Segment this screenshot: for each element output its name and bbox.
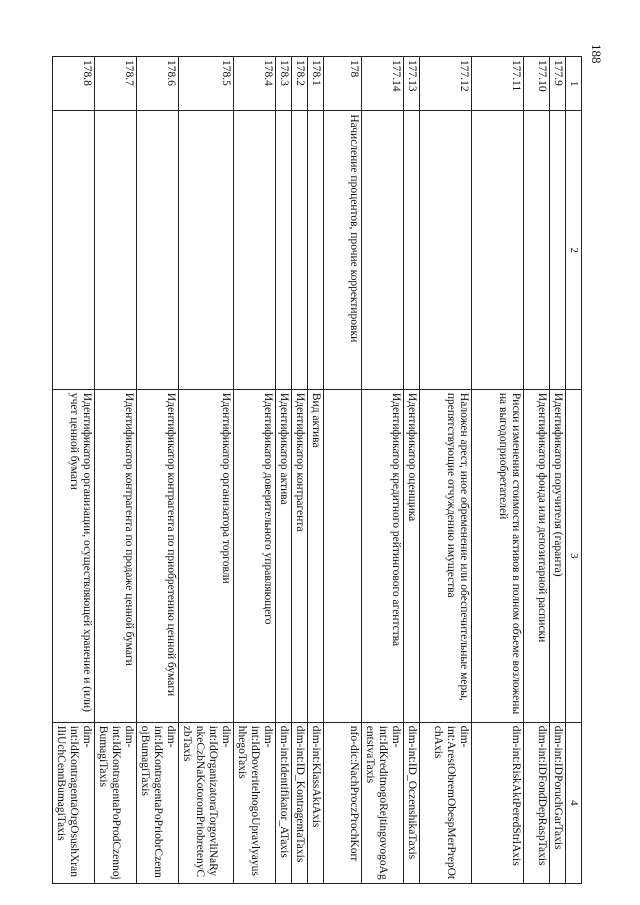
row-group-cell [472, 111, 524, 390]
row-taxonomy-cell: dim-int:IDFondDepRaspTaxis [524, 722, 550, 883]
document-table-wrapper [55, 56, 582, 884]
table-row [308, 57, 324, 884]
row-group-cell [362, 111, 404, 390]
row-number-cell: 178.4 [234, 57, 276, 111]
taxonomy-table [52, 56, 582, 884]
table-row [179, 57, 234, 884]
row-group-cell [276, 111, 292, 390]
table-row [53, 57, 95, 884]
row-description-cell: Идентификатор фонда или депозитарной расписки [524, 389, 550, 722]
row-description-cell: Идентификатор контрагента по продаже ценной бумаги [95, 389, 137, 722]
row-description-cell: Идентификатор контрагента по приобретению ценной бумаги [137, 389, 179, 722]
column-header-4: 4 [566, 722, 582, 883]
row-description-cell: Идентификатор кредитного рейтингового агентства [362, 389, 404, 722]
page-number: 188 [589, 44, 604, 64]
table-row [550, 57, 566, 884]
row-number-cell: 178.2 [292, 57, 308, 111]
row-group-cell [292, 111, 308, 390]
table-row [404, 57, 420, 884]
row-group-cell [95, 111, 137, 390]
row-description-cell: Идентификатор актива [276, 389, 292, 722]
table-row [276, 57, 292, 884]
row-taxonomy-cell: dim-int:IdKontragentaPoPriobrCzennojBumagiTaxis [137, 722, 179, 883]
table-row [137, 57, 179, 884]
row-taxonomy-cell: dim-int:IdKontragentaOrgOsushXranIliUchCennBumagiTaxis [53, 722, 95, 883]
row-description-cell: Риски изменения стоимости активов в полном объеме возложены на выгодоприобретателей [472, 389, 524, 722]
table-row [292, 57, 308, 884]
row-description-cell: Идентификатор контрагента [292, 389, 308, 722]
row-group-cell [137, 111, 179, 390]
table-row [472, 57, 524, 884]
table-row [95, 57, 137, 884]
row-number-cell: 178.8 [53, 57, 95, 111]
table-row [420, 57, 472, 884]
row-description-cell: Вид актива [308, 389, 324, 722]
row-taxonomy-cell: dim-int:ID_KontragentaTaxis [292, 722, 308, 883]
row-number-cell: 177.12 [420, 57, 472, 111]
row-group-cell [524, 111, 550, 390]
table-row [524, 57, 550, 884]
table-row [234, 57, 276, 884]
column-header-2: 2 [566, 111, 582, 390]
row-description-cell: Идентификатор организатора торговли [179, 389, 234, 722]
row-taxonomy-cell: dim-int:IdOrganizatoraTorgovliNaRynkeCzbNaKotoromPriobretenyCzbTaxis [179, 722, 234, 883]
column-header-1: 1 [566, 57, 582, 111]
row-group-cell [550, 111, 566, 390]
row-description-cell: Идентификатор доверительного управляющего [234, 389, 276, 722]
row-taxonomy-cell: dim-int:Identifikator_ATaxis [276, 722, 292, 883]
row-description-cell [324, 389, 362, 722]
row-number-cell: 177.13 [404, 57, 420, 111]
column-header-3: 3 [566, 389, 582, 722]
row-group-cell [308, 111, 324, 390]
row-number-cell: 177.10 [524, 57, 550, 111]
row-taxonomy-cell: dim-int:ArestObremObespMerPrepOtchAxis [420, 722, 472, 883]
row-group-cell: Начисление процентов, прочие корректировки [324, 111, 362, 390]
row-taxonomy-cell: dim-int:ID_OczenshikaTaxis [404, 722, 420, 883]
row-description-cell: Идентификатор организации, осуществляющей хранение и (или) учет ценной бумаги [53, 389, 95, 722]
row-number-cell: 177.11 [472, 57, 524, 111]
row-group-cell [420, 111, 472, 390]
row-description-cell: Наложен арест, иное обременение или обеспечительные меры, препятствующие отчуждению имущества [420, 389, 472, 722]
row-taxonomy-cell: dim-int:RiskAktPeredStrlAxis [472, 722, 524, 883]
table-row [324, 57, 362, 884]
row-number-cell: 178 [324, 57, 362, 111]
row-number-cell: 178.1 [308, 57, 324, 111]
row-group-cell [179, 111, 234, 390]
table-row [362, 57, 404, 884]
row-number-cell: 177.9 [550, 57, 566, 111]
row-taxonomy-cell: dim-int:KlassAktAxis [308, 722, 324, 883]
row-group-cell [404, 111, 420, 390]
row-number-cell: 178.7 [95, 57, 137, 111]
row-description-cell: Идентификатор оценщика [404, 389, 420, 722]
row-group-cell [234, 111, 276, 390]
row-number-cell: 177.14 [362, 57, 404, 111]
table-body [53, 57, 566, 884]
header-row [566, 57, 582, 884]
row-taxonomy-cell: nfo-dic:NachProczProchKorr [324, 722, 362, 883]
row-group-cell [53, 111, 95, 390]
row-number-cell: 178.5 [179, 57, 234, 111]
row-number-cell: 178.6 [137, 57, 179, 111]
row-taxonomy-cell: dim-int:IdKontragentaPoProdCzennojBumagiTaxis [95, 722, 137, 883]
row-taxonomy-cell: dim-int:IdKreditnogoRejtingovogoAgentstvaTaxis [362, 722, 404, 883]
row-taxonomy-cell: dim-int:IdDoveritelnogoUpravlyayushhegoTaxis [234, 722, 276, 883]
row-taxonomy-cell: dim-int:IDPoruchGarTaxis [550, 722, 566, 883]
row-number-cell: 178.3 [276, 57, 292, 111]
row-description-cell: Идентификатор поручителя (гаранта) [550, 389, 566, 722]
